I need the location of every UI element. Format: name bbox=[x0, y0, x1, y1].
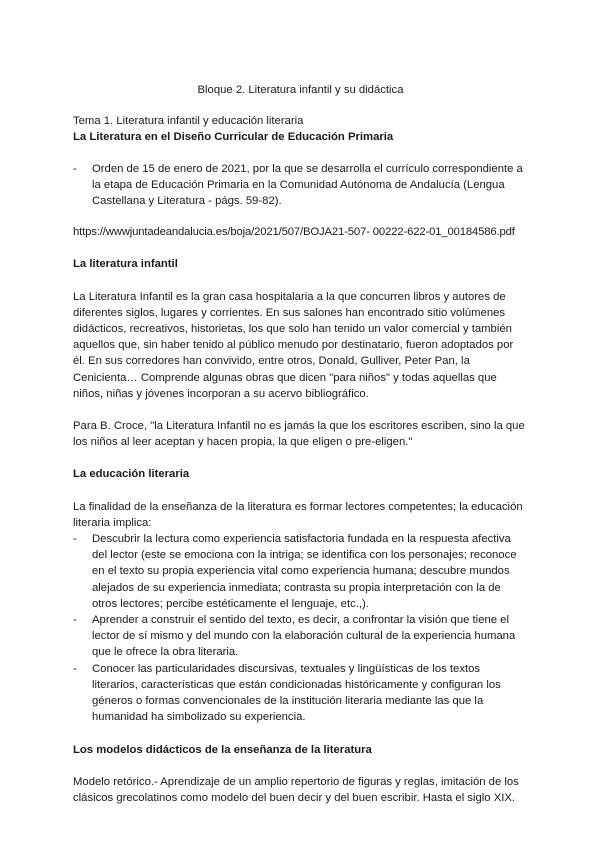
document-page bbox=[73, 82, 528, 806]
list-item bbox=[73, 612, 528, 661]
topic-title: Tema 1. Literatura infantil y educación literaria bbox=[73, 115, 304, 128]
dash-bullet: - bbox=[73, 162, 77, 175]
edu-lit-list bbox=[73, 531, 528, 725]
section-heading-edu-lit: La educación literaria bbox=[73, 468, 190, 481]
edu-lit-item-text: Aprender a construir el sentido del texto, es decir, a confrontar la visión que tiene el lector de sí mismo y del mundo con la elaboración cultural de la experiencia humana que le ofrece la obra literaria. bbox=[92, 614, 516, 659]
list-item bbox=[73, 531, 528, 612]
list-item bbox=[73, 161, 528, 210]
dash-bullet: - bbox=[73, 662, 77, 675]
boja-link[interactable]: https://wwwjuntadeandalucia.es/boja/2021/507/BOJA21-507- 00222-622-01_00184586.pdf bbox=[73, 226, 515, 239]
section-heading-lit-infantil: La literatura infantil bbox=[73, 258, 178, 271]
edu-lit-item-text: Descubrir la lectura como experiencia satisfactoria fundada en la respuesta afectiva del lector (este se emociona con la intriga; se identifica con los personajes; reconoce en el texto su propia experiencia vital como experiencia humana; descubre mundos alejados de su experiencia inmediata; contrasta su propia interpretación con la de otros lectores; percibe estéticamente el lenguaje, etc.,). bbox=[92, 533, 517, 610]
edu-lit-item-text: Conocer las particularidades discursivas, textuales y lingüísticas de los textos literarios, características que están condicionadas históricamente y configuran los géneros o formas convencionales de la institución literaria mediante las que la humanidad ha simbolizado su experiencia. bbox=[92, 662, 501, 724]
order-item-text: Orden de 15 de enero de 2021, por la que se desarrolla el currículo correspondiente a la etapa de Educación Primaria en la Comunidad Autónoma de Andalucía (Lengua Castellana y Literatura - págs. 59-82). bbox=[92, 162, 523, 208]
edu-lit-intro: La finalidad de la enseñanza de la literatura es formar lectores competentes; la educación literaria implica: bbox=[73, 500, 523, 529]
dash-bullet: - bbox=[73, 533, 77, 546]
lit-infantil-paragraph: La Literatura Infantil es la gran casa hospitalaria a la que concurren libros y autores de diferentes siglos, lugares y corrientes. En sus salones han encontrado sitio volúmenes didácticos, recreativos, historietas, los que solo han tenido un valor comercial y también aquellos que, sin haber tenido al público menudo por destinatario, fueron adoptados por él. En sus corredores han convivido, entre otros, Donald, Gulliver, Peter Pan, la Cenicienta… Comprende algunas obras que dicen "para niños" y todas aquellas que niños, niñas y jóvenes incorporan a su acervo bibliográfico. bbox=[73, 290, 514, 400]
order-list bbox=[73, 161, 528, 210]
list-item bbox=[73, 661, 528, 726]
dash-bullet: - bbox=[73, 614, 77, 627]
croce-quote-paragraph: Para B. Croce, "la Literatura Infantil no es jamás la que los escritores escriben, sino la que los niños al leer aceptan y hacen propia, la que eligen o pre-eligen." bbox=[73, 420, 525, 449]
section-heading-models: Los modelos didácticos de la enseñanza de la literatura bbox=[73, 743, 372, 756]
block-title: Bloque 2. Literatura infantil y su didáctica bbox=[197, 84, 404, 96]
section-heading-curriculum: La Literatura en el Diseño Curricular de Educación Primaria bbox=[73, 131, 394, 144]
models-paragraph: Modelo retórico.- Aprendizaje de un amplio repertorio de figuras y reglas, imitación de los clásicos grecolatinos como modelo del buen decir y del buen escribir. Hasta el siglo XIX. bbox=[73, 775, 519, 804]
